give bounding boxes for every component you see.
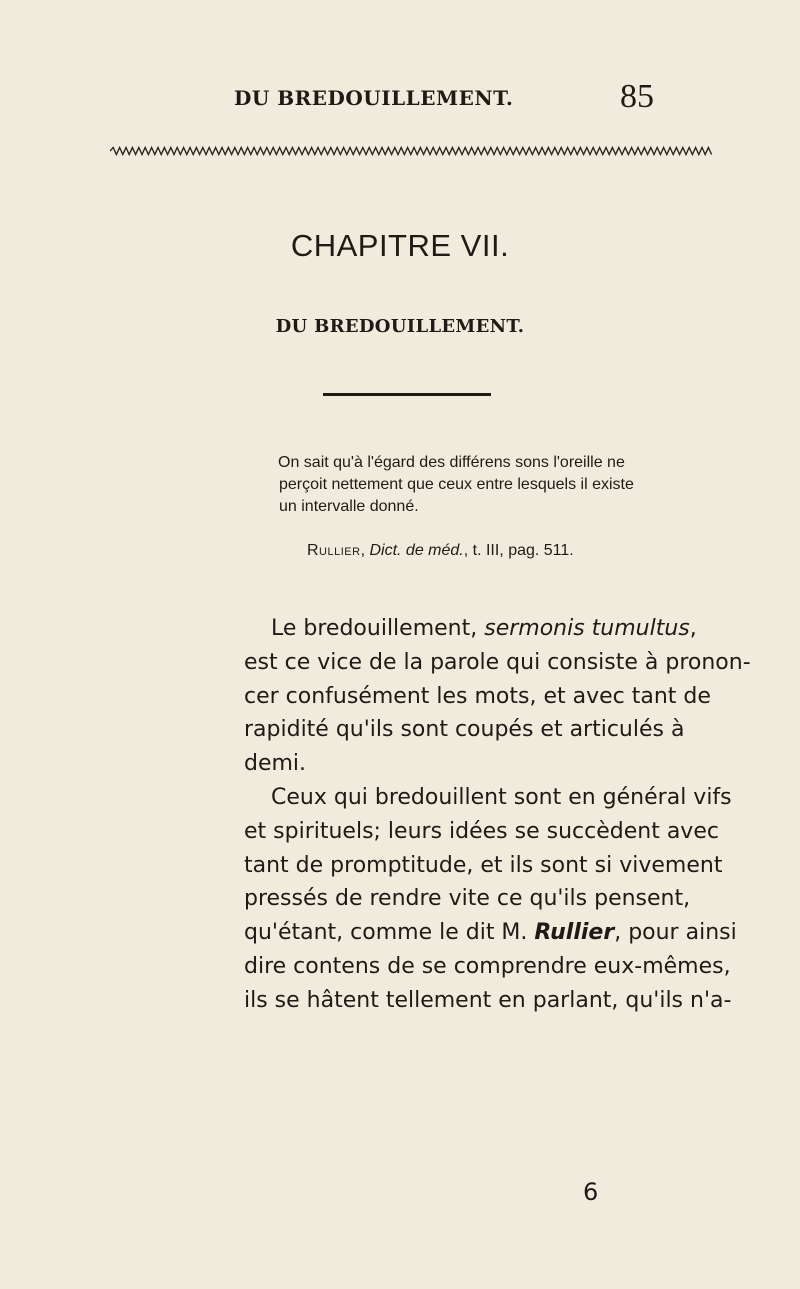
- body-text-run: ,: [689, 616, 697, 641]
- body-line: demi.: [244, 751, 307, 777]
- citation-separator: ,: [360, 542, 370, 559]
- body-text-run: qu'étant, comme le dit M.: [244, 920, 535, 946]
- body-line: ils se hâtent tellement en parlant, qu'ils n'a-: [244, 987, 732, 1013]
- epigraph-citation: [307, 542, 574, 560]
- body-line: [244, 916, 737, 950]
- citation-details: , t. III, pag. 511.: [463, 542, 574, 559]
- section-rule: [323, 393, 491, 396]
- epigraph-line: perçoit nettement que ceux entre lesquels il existe: [279, 476, 634, 493]
- body-line: est ce vice de la parole qui consiste à pronon-: [244, 649, 751, 675]
- running-title: DU BREDOUILLEMENT.: [234, 86, 514, 110]
- citation-work: Dict. de méd.: [369, 542, 464, 559]
- body-text-run: , pour ainsi: [614, 920, 737, 946]
- citation-author: Rullier: [307, 542, 361, 559]
- epigraph: [279, 452, 739, 518]
- body-line: dire contens de se comprendre eux-mêmes,: [244, 953, 731, 979]
- body-line: cer confusément les mots, et avec tant de: [244, 683, 711, 709]
- body-line: Ceux qui bredouillent sont en général vifs: [271, 784, 732, 810]
- chapter-subtitle: DU BREDOUILLEMENT.: [275, 316, 525, 337]
- body-text: [244, 612, 751, 1018]
- author-name: Rullier: [534, 920, 615, 946]
- body-text-run: Le bredouillement,: [271, 616, 485, 641]
- running-head: [234, 78, 654, 118]
- chapter-title: CHAPITRE VII.: [290, 228, 510, 263]
- body-line: pressés de rendre vite ce qu'ils pensent,: [244, 886, 691, 912]
- epigraph-line: un intervalle donné.: [279, 498, 419, 515]
- body-line: rapidité qu'ils sont coupés et articulés à: [244, 717, 685, 743]
- ornamental-rule: [110, 146, 712, 156]
- epigraph-line: On sait qu'à l'égard des différens sons l'oreille ne: [278, 454, 625, 471]
- signature-mark: 6: [583, 1178, 599, 1206]
- body-line: et spirituels; leurs idées se succèdent avec: [244, 818, 719, 844]
- body-line: [244, 612, 697, 646]
- body-line: tant de promptitude, et ils sont si vivement: [244, 852, 723, 878]
- latin-term: sermonis tumultus: [484, 616, 690, 641]
- page-number: 85: [620, 78, 654, 115]
